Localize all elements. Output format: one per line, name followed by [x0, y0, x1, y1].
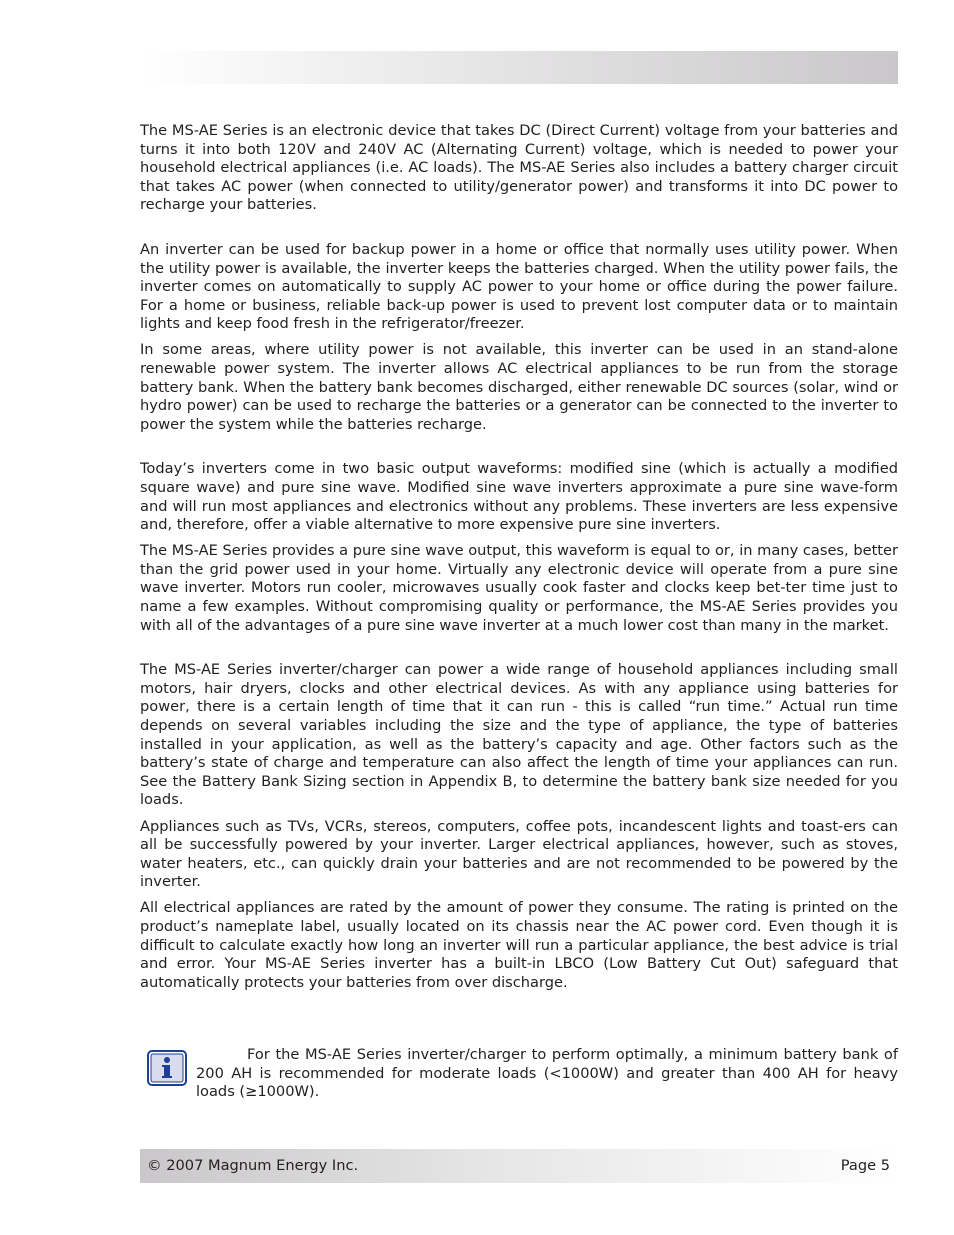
footer-bar: [140, 1149, 898, 1183]
paragraph-stand-alone: In some areas, where utility power is not available, this inverter can be used in an stand-alone renewable power system. The inverter allows AC electrical appliances to be run from the storage battery bank. When the battery bank becomes discharged, either renewable DC sources (solar, wind or hydro power) can be used to recharge the batteries or a generator can be connected to the inverter to power the system while the batteries recharge.: [140, 341, 898, 433]
paragraph-power-rating: All electrical appliances are rated by the amount of power they consume. The rating is printed on the product’s nameplate label, usually located on its chassis near the AC power cord. Even though it is difficult to calculate exactly how long an inverter will run a particular appliance, the best advice is trial and error. Your MS-AE Series inverter has a built-in LBCO (Low Battery Cut Out) safeguard that automatically protects your batteries from over discharge.: [140, 899, 898, 991]
info-icon: [147, 1050, 187, 1086]
paragraph-run-time: The MS-AE Series inverter/charger can power a wide range of household appliances including small motors, hair dryers, clocks and other electrical devices. As with any appliance using batteries for power, there is a certain length of time that it can run - this is called “run time.” Actual run time depends on several variables including the size and the type of appliance, the type of batteries installed in your application, as well as the battery’s capacity and age. Other factors such as the battery’s state of charge and temperature can also affect the length of time your appliances can run. See the Battery Bank Sizing section in Appendix B, to determine the battery bank size needed for you loads.: [140, 661, 898, 809]
page-number: Page 5: [840, 1157, 890, 1174]
paragraph-waveforms: Today’s inverters come in two basic output waveforms: modified sine (which is actually a modified square wave) and pure sine wave. Modified sine wave inverters approximate a pure sine wave-form and will run most appliances and electronics without any problems. These inverters are less expensive and, therefore, offer a viable alternative to more expensive pure sine inverters.: [140, 460, 898, 534]
paragraph-appliances: Appliances such as TVs, VCRs, stereos, computers, coffee pots, incandescent lights and toast-ers can all be successfully powered by your inverter. Larger electrical appliances, however, such as stoves, water heaters, etc., can quickly drain your batteries and are not recommended to be powered by the inverter.: [140, 817, 898, 891]
header-bar: [140, 51, 898, 84]
note-text: For the MS-AE Series inverter/charger to perform optimally, a minimum battery bank of 200 AH is recommended for moderate loads (<1000W) and greater than 400 AH for heavy loads (≥1000W).: [196, 1046, 898, 1101]
paragraph-backup-power: An inverter can be used for backup power in a home or office that normally uses utility power. When the utility power is available, the inverter keeps the batteries charged. When the utility power fails, the inverter comes on automatically to supply AC power to your home or office during the power failure. For a home or business, reliable back-up power is used to prevent lost computer data or to maintain lights and keep food fresh in the refrigerator/freezer.: [140, 240, 898, 333]
copyright-text: © 2007 Magnum Energy Inc.: [147, 1157, 359, 1174]
paragraph-pure-sine: The MS-AE Series provides a pure sine wave output, this waveform is equal to or, in many cases, better than the grid power used in your home. Virtually any electronic device will operate from a pure sine wave inverter. Motors run cooler, microwaves usually cook faster and clocks keep bet-ter time just to name a few examples. Without compromising quality or performance, the MS-AE Series provides you with all of the advantages of a pure sine wave inverter at a much lower cost than many in the market.: [140, 542, 898, 634]
paragraph-intro: The MS-AE Series is an electronic device that takes DC (Direct Current) voltage from your batteries and turns it into both 120V and 240V AC (Alternating Current) voltage, which is needed to power your household electrical appliances (i.e. AC loads). The MS-AE Series also includes a battery charger circuit that takes AC power (when connected to utility/generator power) and transforms it into DC power to recharge your batteries.: [140, 122, 898, 214]
page-content: [140, 122, 898, 992]
info-note: [140, 1046, 898, 1102]
